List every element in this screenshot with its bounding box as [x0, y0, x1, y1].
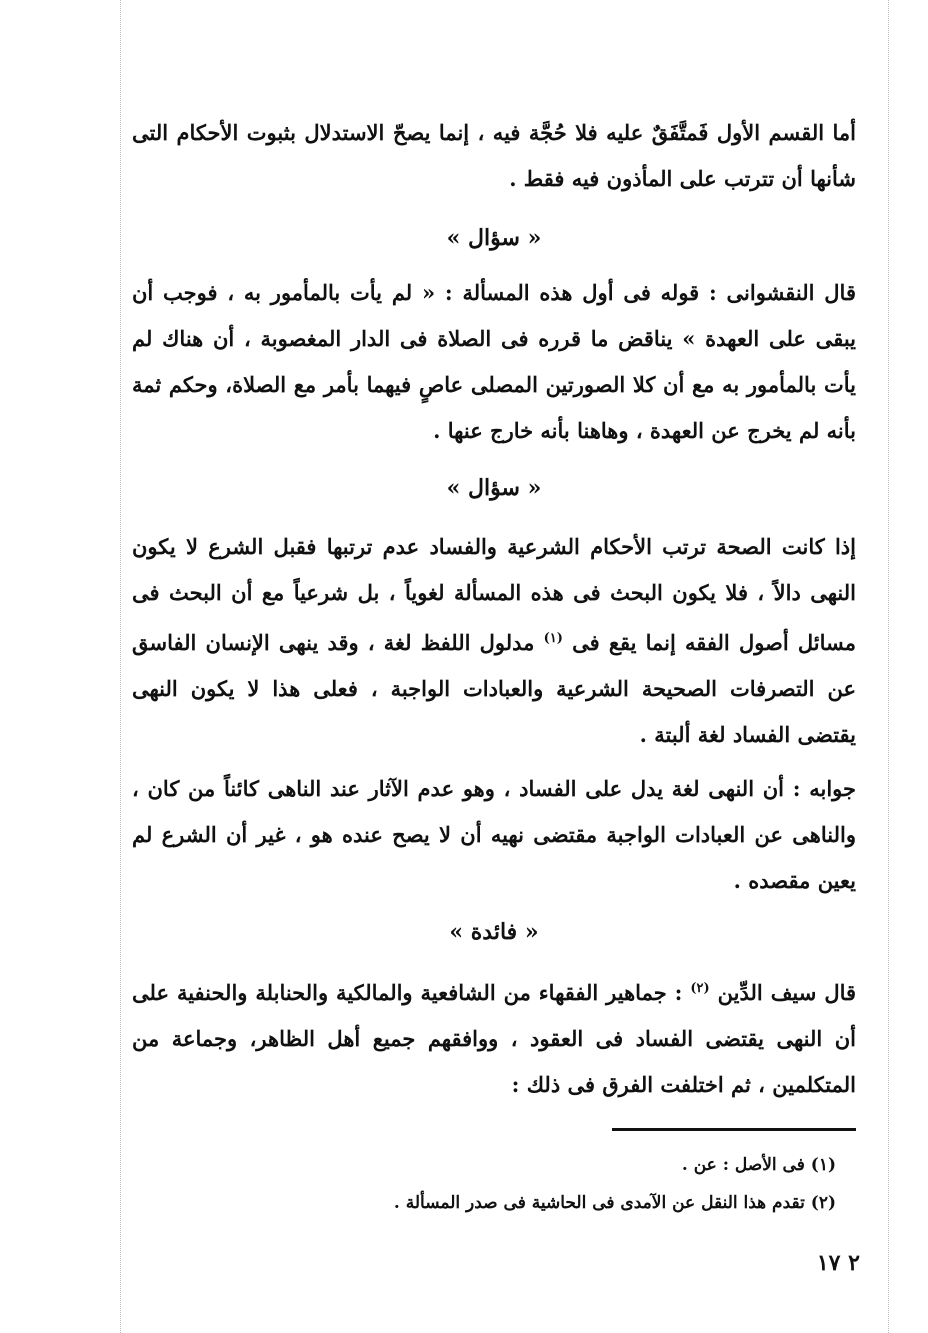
heading-benefit: « فائدة » — [449, 919, 539, 945]
heading-question-1: « سؤال » — [446, 225, 542, 251]
paragraph-5-part-a: قال سيف الدِّين — [717, 980, 857, 1005]
paragraph-5-part-b: : جماهير الفقهاء من الشافعية والمالكية والحنابلة والحنفية على أن النهى يقتضى الفساد فى العقود ، ووافقهم جميع أهل الظاهر، وجماعة من المتكلمين ، ثم اختلفت الفرق فى ذلك : — [132, 980, 856, 1097]
footnote-separator — [612, 1128, 856, 1131]
paragraph-4: جوابه : أن النهى لغة يدل على الفساد ، وهو عدم الآثار عند الناهى كائناً من كان ، والناهى عن العبادات الواجبة مقتضى نهيه أن لا يصح عنده هو ، غير أن الشرع لم يعين مقصده . — [132, 776, 857, 893]
paragraph-1: أما القسم الأول فَمتَّفَقٌ عليه فلا حُجَّة فيه ، إنما يصحّ الاستدلال بثبوت الأحكام التى شأنها أن تترتب على المأذون فيه فقط . — [132, 120, 856, 191]
footnote-marker-1: (١) — [543, 631, 563, 646]
paragraph-3 — [132, 524, 856, 758]
scan-artifact-line — [120, 0, 122, 1333]
paragraph-2: قال النقشوانى : قوله فى أول هذه المسألة : « لم يأت بالمأمور به ، فوجب أن يبقى على العهدة » يناقض ما قرره فى الصلاة فى الدار المغصوبة ، أن هناك لم يأت بالمأمور به مع أن كلا الصورتين المصلى عاصٍ فيهما بأمر مع الصلاة، وحكم ثمة بأنه لم يخرج عن العهدة ، وهاهنا بأنه خارج عنها . — [132, 280, 856, 443]
footnote-1: (١) فى الأصل : عن . — [681, 1155, 836, 1175]
heading-question-2: « سؤال » — [446, 475, 542, 501]
footnote-2: (٢) تقدم هذا النقل عن الآمدى فى الحاشية فى صدر المسألة . — [393, 1193, 836, 1213]
scan-artifact-line — [888, 0, 890, 1333]
page-number: ٢ ١٧ — [816, 1250, 860, 1276]
paragraph-5 — [132, 966, 856, 1108]
footnote-marker-2: (٢) — [690, 981, 710, 996]
paragraph-3-part-a: إذا كانت الصحة ترتب الأحكام الشرعية والفساد عدم ترتبها فقبل الشرع لا يكون النهى دالاً ، فلا يكون البحث فى هذه المسألة لغوياً ، بل شرعياً مع أن البحث فى مسائل أصول الفقه إنما يقع فى — [132, 534, 857, 655]
paragraph-3-part-b: مدلول اللفظ لغة ، وقد ينهى الإنسان الفاسق عن التصرفات الصحيحة الشرعية والعبادات الواجبة ، فعلى هذا لا يكون النهى يقتضى الفساد لغة ألبتة . — [132, 630, 856, 747]
